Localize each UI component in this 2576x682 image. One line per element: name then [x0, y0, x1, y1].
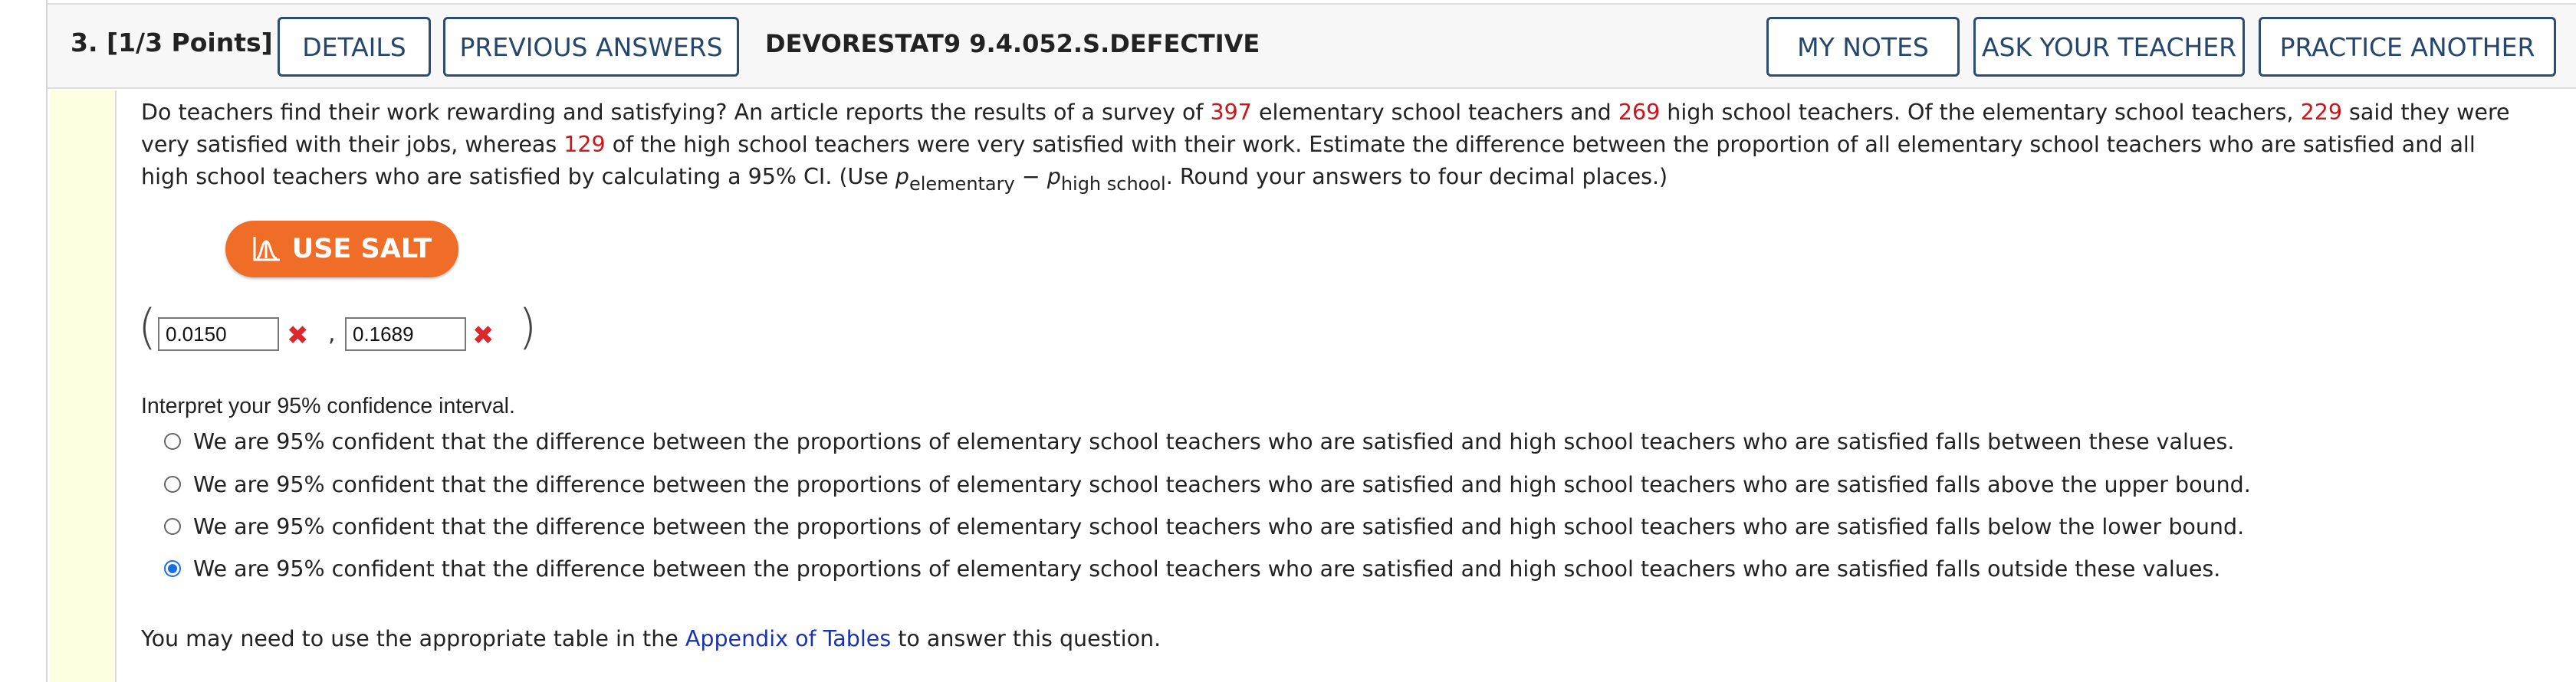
given-value: 129 — [564, 132, 606, 157]
interval-comma: , — [328, 320, 336, 347]
use-salt-label: USE SALT — [291, 234, 432, 264]
use-salt-button[interactable] — [225, 221, 458, 277]
interpret-option[interactable] — [164, 426, 2234, 457]
interval-close-paren: ) — [518, 299, 537, 355]
given-value: 269 — [1618, 100, 1661, 125]
radio-button[interactable] — [164, 518, 181, 535]
interpret-option[interactable] — [164, 469, 2251, 500]
radio-button[interactable] — [164, 560, 181, 577]
lower-bound-input[interactable] — [158, 317, 279, 351]
given-value: 397 — [1210, 100, 1252, 125]
appendix-of-tables-link[interactable]: Appendix of Tables — [685, 626, 892, 651]
question-number: 3. — [71, 28, 98, 57]
ask-your-teacher-button[interactable]: ASK YOUR TEACHER — [1973, 17, 2245, 77]
interpret-prompt: Interpret your 95% confidence interval. — [141, 394, 515, 418]
radio-button[interactable] — [164, 433, 181, 450]
option-label: We are 95% confident that the difference between the proportions of elementary school teachers who are satisfied and high school teachers who are satisfied falls between these values. — [193, 428, 2235, 454]
upper-bound-input[interactable] — [345, 317, 466, 351]
x-mark-icon: ✖ — [287, 320, 309, 351]
interpret-option[interactable] — [164, 553, 2220, 584]
x-mark-icon: ✖ — [472, 320, 495, 351]
radio-button[interactable] — [164, 476, 181, 493]
question-points — [71, 28, 273, 57]
option-label: We are 95% confident that the difference between the proportions of elementary school teachers who are satisfied and high school teachers who are satisfied falls above the upper bound. — [193, 471, 2251, 497]
salt-chart-icon — [252, 235, 281, 263]
interpret-option[interactable] — [164, 511, 2244, 542]
my-notes-button[interactable]: MY NOTES — [1766, 17, 1960, 77]
details-button[interactable]: DETAILS — [278, 17, 431, 77]
given-value: 229 — [2300, 100, 2342, 125]
question-text: Do teachers find their work rewarding and satisfying? An article reports the results of a survey of 397 elementary school teachers and 269 high school teachers. Of the elementary school teachers, 229 said they were very satisfied with their jobs, whereas 129 of the high school teachers were very satisfied with their work. Estimate the difference between the proportion of all elementary school teachers who are satisfied and all high school teachers who are satisfied by calculating a 95% CI. (Use $p_{elementary} - p_{high school}$. Round your answers to four decimal places.) — [141, 100, 2510, 195]
question-id: DEVORESTAT9 9.4.052.S.DEFECTIVE — [765, 29, 1260, 58]
previous-answers-button[interactable]: PREVIOUS ANSWERS — [443, 17, 739, 77]
left-gutter — [51, 90, 117, 682]
footer-note: You may need to use the appropriate table in the Appendix of Tables to answer this question. — [141, 626, 1162, 651]
points-label: [1/3 Points] — [107, 28, 273, 57]
option-label: We are 95% confident that the difference between the proportions of elementary school teachers who are satisfied and high school teachers who are satisfied falls outside these values. — [193, 556, 2221, 582]
option-label: We are 95% confident that the difference between the proportions of elementary school teachers who are satisfied and high school teachers who are satisfied falls below the lower bound. — [193, 513, 2245, 539]
interval-open-paren: ( — [138, 299, 157, 355]
practice-another-button[interactable]: PRACTICE ANOTHER — [2259, 17, 2556, 77]
